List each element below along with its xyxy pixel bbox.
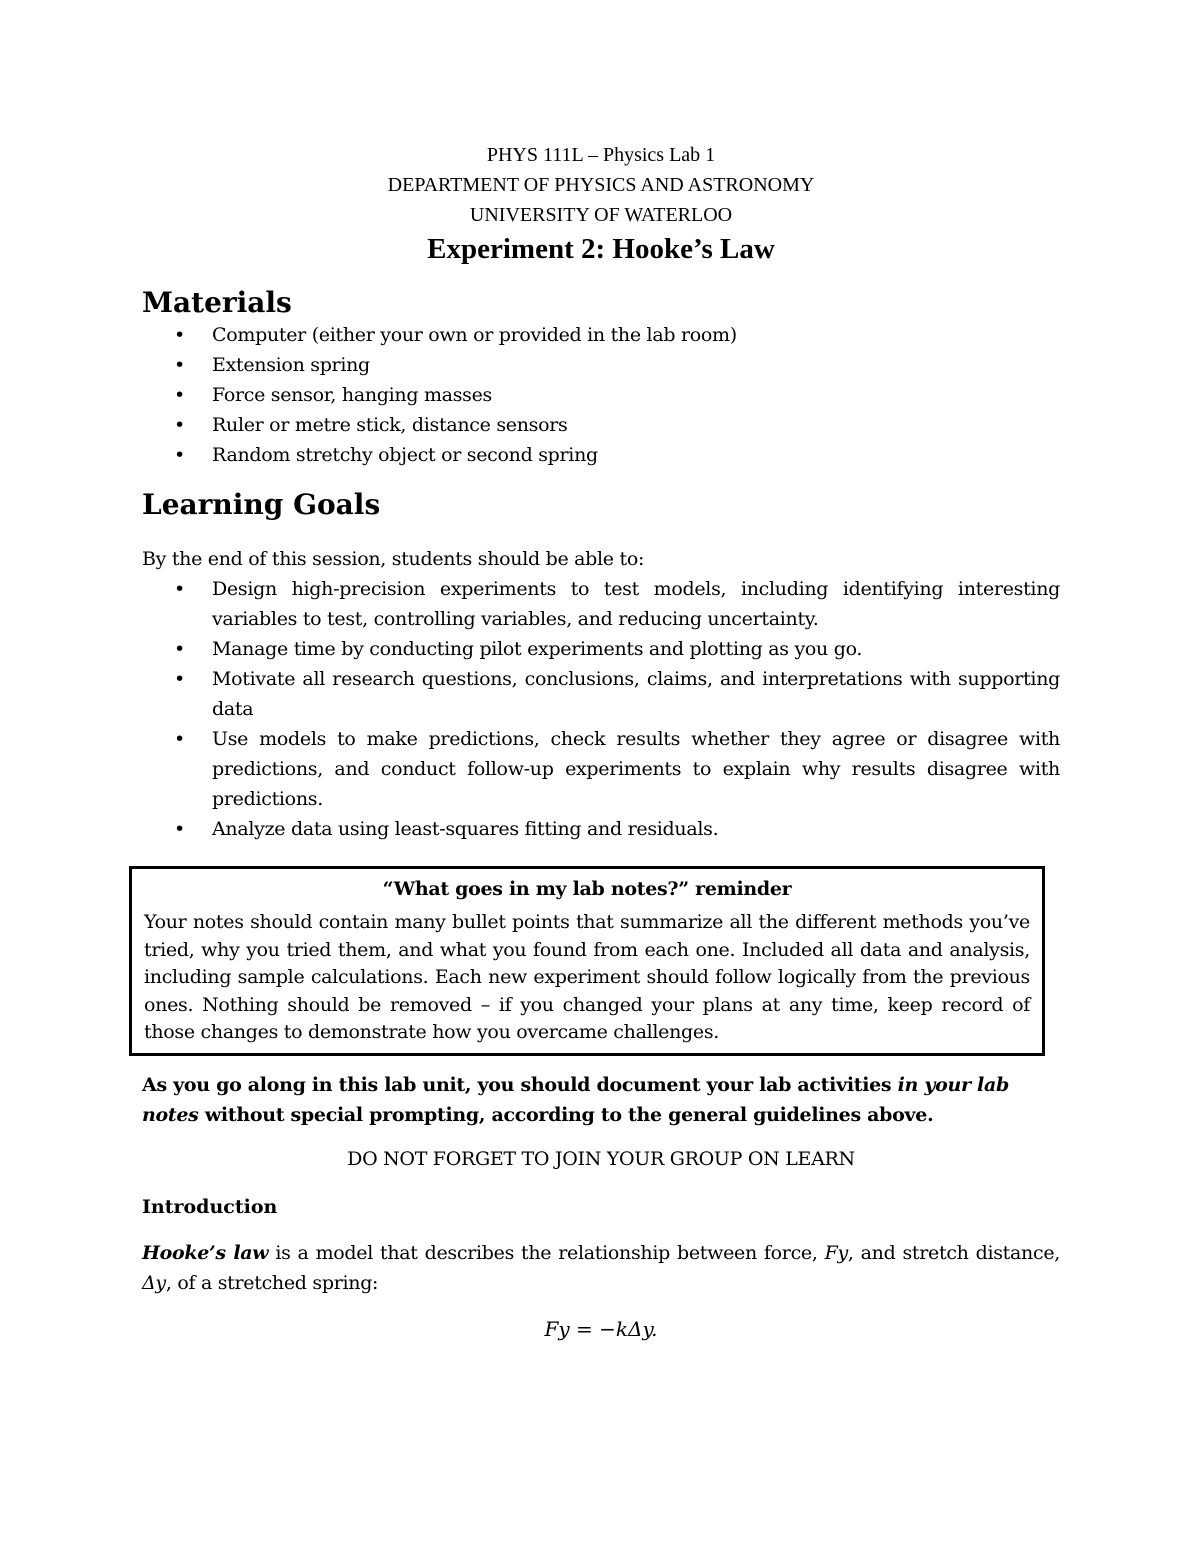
learning-goals-intro: By the end of this session, students should be able to: <box>142 548 645 570</box>
learning-goals-list <box>142 574 1060 844</box>
introduction-paragraph: Hooke’s law is a model that describes the relationship between force, Fy, and stretch distance, Δy, of a stretched spring: <box>142 1241 1061 1294</box>
list-item: • Random stretchy object or second spring <box>142 440 1060 470</box>
bullet-icon: • <box>174 728 185 750</box>
bullet-icon: • <box>174 638 185 660</box>
list-item: • Extension spring <box>142 350 1060 380</box>
list-item: • Analyze data using least-squares fitting and residuals. <box>142 814 1060 844</box>
experiment-title: Experiment 2: Hooke’s Law <box>427 233 775 265</box>
bullet-icon: • <box>174 668 185 690</box>
emphasis-text: in your lab notes <box>142 1073 1009 1126</box>
list-item: • Manage time by conducting pilot experiments and plotting as you go. <box>142 634 1060 664</box>
reminder-text: Your notes should contain many bullet points that summarize all the different methods you’ve tried, why you tried them, and what you found from each one. Included all data and analysis, including sample calculations. Each new experiment should follow logically from the previous ones. Nothing should be removed – if you changed your plans at any time, keep record of those changes to demonstrate how you overcame challenges. <box>144 911 1030 1043</box>
course-line: PHYS 111L – Physics Lab 1 <box>486 144 716 166</box>
materials-heading: Materials <box>142 286 292 319</box>
document-header <box>142 140 1060 230</box>
materials-list <box>142 320 1060 470</box>
stretch-symbol: Δy <box>142 1271 166 1294</box>
bullet-icon: • <box>174 354 185 376</box>
university-line: UNIVERSITY OF WATERLOO <box>469 204 733 226</box>
reminder-title: “What goes in my lab notes?” reminder <box>382 878 792 900</box>
bullet-icon: • <box>174 384 185 406</box>
join-group-notice: DO NOT FORGET TO JOIN YOUR GROUP ON LEARN <box>347 1147 855 1170</box>
hookes-law-equation: Fy = −kΔy. <box>544 1316 658 1341</box>
list-item: • Force sensor, hanging masses <box>142 380 1060 410</box>
bullet-icon: • <box>174 578 185 600</box>
list-item: • Use models to make predictions, check results whether they agree or disagree with predictions, and conduct follow-up experiments to explain why results disagree with predictions. <box>142 724 1060 814</box>
list-item: • Motivate all research questions, conclusions, claims, and interpretations with supporting data <box>142 664 1060 724</box>
document-activities-note: As you go along in this lab unit, you should document your lab activities in your lab notes without special prompting, according to the general guidelines above. <box>142 1073 1009 1126</box>
document-page <box>142 140 1060 1344</box>
list-item: • Ruler or metre stick, distance sensors <box>142 410 1060 440</box>
hookes-law-term: Hooke’s law <box>142 1241 269 1264</box>
bullet-icon: • <box>174 444 185 466</box>
lab-notes-reminder-box <box>129 866 1045 1056</box>
bullet-icon: • <box>174 324 185 346</box>
list-item: • Design high-precision experiments to test models, including identifying interesting variables to test, controlling variables, and reducing uncertainty. <box>142 574 1060 634</box>
list-item: • Computer (either your own or provided in the lab room) <box>142 320 1060 350</box>
learning-goals-heading: Learning Goals <box>142 488 381 521</box>
introduction-heading: Introduction <box>142 1195 278 1218</box>
bullet-icon: • <box>174 818 185 840</box>
department-line: DEPARTMENT OF PHYSICS AND ASTRONOMY <box>387 174 815 196</box>
bullet-icon: • <box>174 414 185 436</box>
force-symbol: Fy <box>824 1241 848 1264</box>
